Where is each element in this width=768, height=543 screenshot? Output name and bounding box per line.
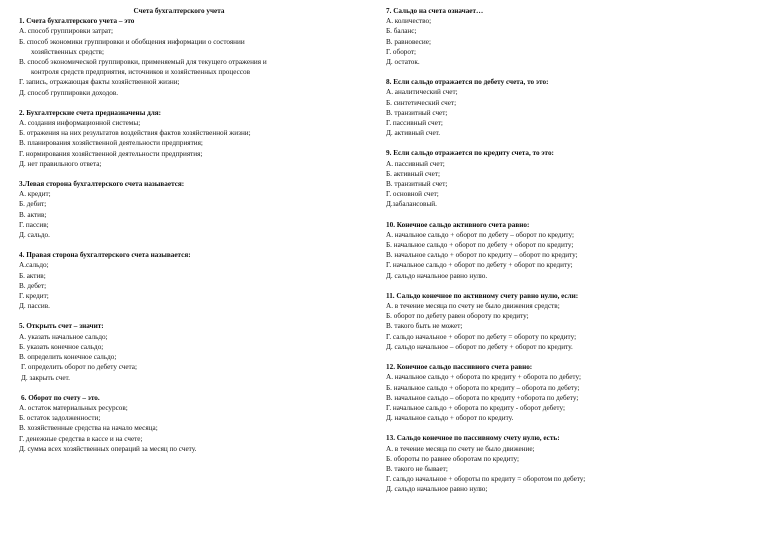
answer-option: Г. пассивный счет; <box>386 119 443 128</box>
answer-option-continuation: хозяйственных средств; <box>31 47 104 56</box>
question-3 <box>19 179 364 240</box>
answer-option: А. указать начальное сальдо; <box>19 332 108 341</box>
answer-option: Д. нет правильного ответа; <box>19 159 102 168</box>
answer-option: Д. закрыть счет. <box>21 373 70 382</box>
answer-option: В. транзитный счет; <box>386 108 448 117</box>
question-10 <box>386 220 756 281</box>
answer-option: А. создания информационной системы; <box>19 119 141 128</box>
question-title: 2. Бухгалтерские счета предназначены для: <box>19 108 162 117</box>
question-title: 12. Конечное сальдо пассивного счета равно: <box>386 363 533 372</box>
answer-option: А. аналитический счет; <box>386 88 458 97</box>
answer-option: Б. остаток задолженности; <box>19 414 101 423</box>
answer-option: Г. оборот; <box>386 47 417 56</box>
question-title: 13. Сальдо конечное по пассивному счету нулю, есть: <box>386 434 560 443</box>
question-13 <box>386 433 756 494</box>
answer-option: Д.забалансовый. <box>386 200 437 209</box>
answer-option: Б. обороты по равнее оборотам по кредиту; <box>386 454 520 463</box>
answer-option: В. хозяйственные средства на начало месяца; <box>19 424 158 433</box>
answer-option: А. способ группировки затрат; <box>19 27 113 36</box>
answer-option: Г. пассив; <box>19 220 49 229</box>
answer-option: В. способ экономической группировки, применяемый для текущего отражения и <box>19 58 267 67</box>
answer-option: Д. сальдо начальное равно нулю; <box>386 485 488 494</box>
question-2 <box>19 108 364 169</box>
answer-option: Г. нормирования хозяйственной деятельности предприятия; <box>19 149 203 158</box>
question-8 <box>386 77 756 138</box>
question-7 <box>386 6 756 67</box>
answer-option: Д. остаток. <box>386 58 420 67</box>
question-5 <box>19 321 364 382</box>
question-6 <box>19 393 364 454</box>
answer-option: Б. способ экономики группировки и обобщения информации о состоянии <box>19 37 245 46</box>
answer-option: Г. кредит; <box>19 292 49 301</box>
answer-option: Г. определить оборот по дебету счета; <box>21 363 137 372</box>
left-column <box>19 6 364 464</box>
answer-option: В. начальное сальдо – оборота по кредиту +оборота по дебету; <box>386 393 579 402</box>
answer-option: Б. синтетический счет; <box>386 98 457 107</box>
question-title: 7. Сальдо на счета означает… <box>386 7 484 15</box>
answer-option: Г. сальдо начальное + обороты по кредиту = оборотом по дебету; <box>386 475 586 484</box>
question-title: 10. Конечное сальдо активного счета равно: <box>386 220 530 229</box>
question-12 <box>386 362 756 423</box>
answer-option: Д. начальное сальдо + оборот по кредиту. <box>386 414 514 423</box>
question-9 <box>386 148 756 209</box>
answer-option: В. такого быть не может; <box>386 322 463 331</box>
answer-option: Д. сумма всех хозяйственных операций за месяц по счету. <box>19 444 197 453</box>
question-title: 1. Счета бухгалтерского учета – это <box>19 17 135 26</box>
answer-option: Д. сальдо. <box>19 231 50 240</box>
answer-option-continuation: контроля средств предприятия, источников и хозяйственных процессов <box>31 68 250 77</box>
page-title: Счета бухгалтерского учета <box>133 7 225 15</box>
answer-option: Б. начальное сальдо + оборот по дебету + оборот по кредиту; <box>386 241 574 250</box>
answer-option: Г. начальное сальдо + оборота по кредиту - оборот дебету; <box>386 403 565 412</box>
answer-option: Д. активный счет. <box>386 129 441 138</box>
answer-option: Б. оборот по дебету равен обороту по кредиту; <box>386 312 529 321</box>
question-title: 6. Оборот по счету – это. <box>21 393 100 402</box>
answer-option: А. начальное сальдо + оборот по дебету – оборот по кредиту; <box>386 230 574 239</box>
answer-option: Б. баланс; <box>386 27 417 36</box>
answer-option: В. такого не бывает; <box>386 464 448 473</box>
answer-option: А. в течение месяца по счету не было движение; <box>386 444 535 453</box>
answer-option: В. равновесие; <box>386 37 431 46</box>
answer-option: А. кредит; <box>19 190 51 199</box>
answer-option: Г. начальное сальдо + оборот по дебету + оборот по кредиту; <box>386 261 573 270</box>
answer-option: А.сальдо; <box>19 261 49 270</box>
answer-option: В. транзитный счет; <box>386 180 448 189</box>
answer-option: А. начальное сальдо + оборота по кредиту + оборота по дебету; <box>386 373 581 382</box>
answer-option: Б. отражения на них результатов воздействия фактов хозяйственной жизни; <box>19 129 251 138</box>
question-title: 11. Сальдо конечное по активному счету равно нулю, если: <box>386 291 579 300</box>
question-11 <box>386 291 756 352</box>
answer-option: Д. сальдо начальное – оборот по дебету + оборот по кредиту. <box>386 342 573 351</box>
question-title: 8. Если сальдо отражается по дебету счета, то это: <box>386 78 549 87</box>
answer-option: Б. указать конечное сальдо; <box>19 342 104 351</box>
question-title: 5. Открыть счет – значит: <box>19 322 104 331</box>
answer-option: Д. сальдо начальное равно нулю. <box>386 271 488 280</box>
answer-option: В. планирования хозяйственной деятельности предприятия; <box>19 139 203 148</box>
right-column <box>386 6 756 505</box>
question-title: 9. Если сальдо отражается по кредиту счета, то это: <box>386 149 554 158</box>
answer-option: Д. пассив. <box>19 302 50 311</box>
answer-option: А. остаток материальных ресурсов; <box>19 403 128 412</box>
answer-option: Б. начальное сальдо + оборота по кредиту – оборота по дебету; <box>386 383 580 392</box>
answer-option: А. в течение месяца по счету не было движения средств; <box>386 302 560 311</box>
answer-option: Д. способ группировки доходов. <box>19 88 119 97</box>
answer-option: В. дебет; <box>19 281 47 290</box>
question-4 <box>19 250 364 311</box>
answer-option: Б. актив; <box>19 271 46 280</box>
question-title: 4. Правая сторона бухгалтерского счета называется: <box>19 251 191 260</box>
answer-option: Г. основной счет; <box>386 190 439 199</box>
answer-option: А. количество; <box>386 17 432 26</box>
answer-option: Г. запись, отражающая факты хозяйственной жизни; <box>19 78 180 87</box>
answer-option: В. определить конечное сальдо; <box>19 353 117 362</box>
answer-option: А. пассивный счет; <box>386 159 445 168</box>
answer-option: В. начальное сальдо + оборот по кредиту – оборот по кредиту; <box>386 251 578 260</box>
answer-option: Г. сальдо начальное + оборот по дебету = обороту по кредиту; <box>386 332 577 341</box>
question-title: 3.Левая сторона бухгалтерского счета называется: <box>19 180 185 189</box>
question-1 <box>19 16 364 98</box>
answer-option: Б. активный счет; <box>386 169 440 178</box>
answer-option: В. актив; <box>19 210 47 219</box>
answer-option: Г. денежные средства в кассе и на счете; <box>19 434 143 443</box>
answer-option: Б. дебит; <box>19 200 47 209</box>
